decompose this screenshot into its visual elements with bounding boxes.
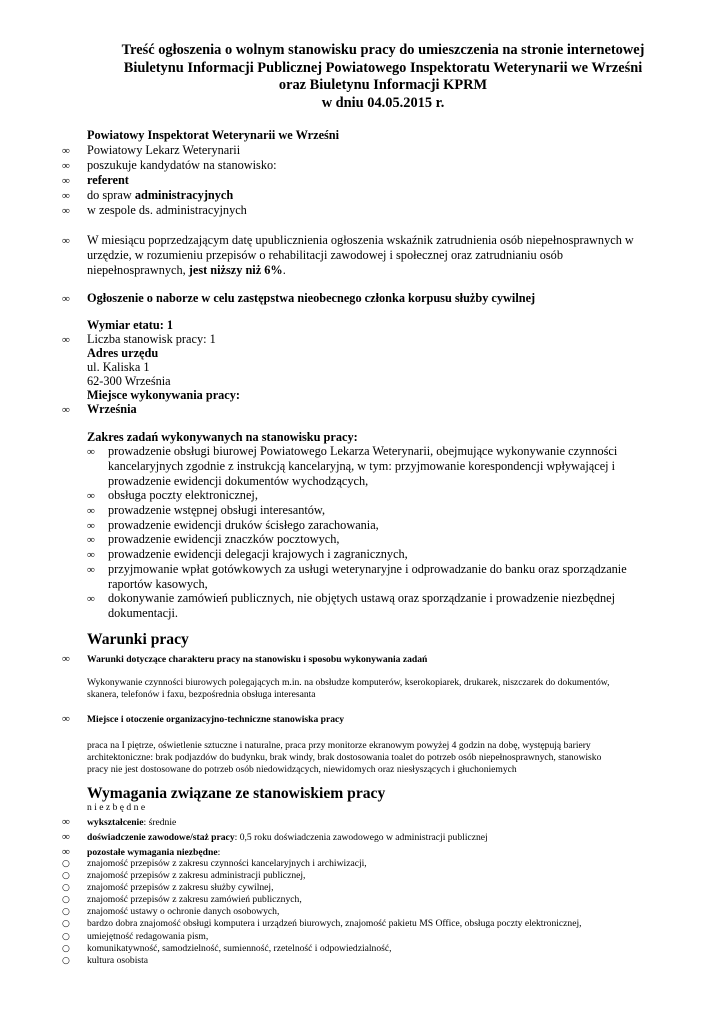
circle-bullet-icon: ○ xyxy=(62,859,70,869)
bullet-icon: ∞ xyxy=(62,334,70,346)
bullet-icon: ∞ xyxy=(87,534,95,546)
conditions-sub-1: Warunki dotyczące charakteru pracy na stanowisku i sposobu wykonywania zadań xyxy=(87,654,428,665)
req-other-label: pozostałe wymagania niezbędne xyxy=(87,847,218,858)
conditions-text-1-line-2: skanera, telefonów i faxu, bezpośrednia obsługa interesanta xyxy=(87,689,316,700)
intro-item-5: w zespole ds. administracyjnych xyxy=(87,203,247,217)
bullet-icon: ∞ xyxy=(62,653,70,665)
req-other-item: znajomość przepisów z zakresu czynności kancelaryjnych i archiwizacji, xyxy=(87,858,367,869)
conditions-text-2-line-3: pracy nie jest dostosowane do potrzeb osób niedowidzących, niewidomych oraz niesłyszących i głuchoniemych xyxy=(87,764,517,775)
bullet-icon: ∞ xyxy=(87,549,95,561)
employer-name: Powiatowy Inspektorat Weterynarii we Wrześni xyxy=(87,128,340,142)
conditions-text-1-line-1: Wykonywanie czynności biurowych polegających m.in. na obsłudze komputerów, kserokopiarek, drukarek, niszczarek do dokumentów, xyxy=(87,677,610,688)
disability-note-prefix: niepełnosprawnych, xyxy=(87,263,189,277)
bullet-icon: ∞ xyxy=(62,145,70,157)
conditions-heading: Warunki pracy xyxy=(87,631,189,648)
req-education xyxy=(87,817,176,829)
disability-note-bold: jest niższy niż 6% xyxy=(188,263,283,277)
circle-bullet-icon: ○ xyxy=(62,895,70,905)
address-label: Adres urzędu xyxy=(87,346,159,360)
task-6: prowadzenie ewidencji delegacji krajowych i zagranicznych, xyxy=(108,547,408,561)
bullet-icon: ∞ xyxy=(62,404,70,416)
bullet-icon: ∞ xyxy=(87,505,95,517)
bullet-icon: ∞ xyxy=(62,175,70,187)
req-experience-label: doświadczenie zawodowe/staż pracy xyxy=(87,832,235,843)
task-7-line-1: przyjmowanie wpłat gotówkowych za usługi weterynaryjne i odprowadzanie do banku oraz sporządzanie xyxy=(108,562,627,576)
intro-item-4-prefix: do spraw xyxy=(87,188,135,202)
req-other-item: znajomość ustawy o ochronie danych osobowych, xyxy=(87,906,280,917)
disability-note-suffix: . xyxy=(282,263,286,277)
req-experience xyxy=(87,832,488,844)
bullet-icon: ∞ xyxy=(62,816,70,828)
intro-item-1: Powiatowy Lekarz Weterynarii xyxy=(87,143,241,157)
task-1-line-2: kancelaryjnych zgodnie z instrukcją kancelaryjną, w tym: przyjmowanie korespondencji wpływającej i xyxy=(108,459,616,473)
bullet-icon: ∞ xyxy=(62,713,70,725)
disability-note-line-1: W miesiącu poprzedzającym datę upublicznienia ogłoszenia wskaźnik zatrudnienia osób niepełnosprawnych w xyxy=(87,233,634,247)
bullet-icon: ∞ xyxy=(87,490,95,502)
requirements-subheading: n i e z b ę d n e xyxy=(87,802,146,813)
workplace-label: Miejsce wykonywania pracy: xyxy=(87,388,241,402)
bullet-icon: ∞ xyxy=(62,205,70,217)
bullet-icon: ∞ xyxy=(62,160,70,172)
bullet-icon: ∞ xyxy=(62,846,70,858)
task-2: obsługa poczty elektronicznej, xyxy=(108,488,258,502)
title-line-1: Treść ogłoszenia o wolnym stanowisku pracy do umieszczenia na stronie internetowej xyxy=(121,42,645,58)
title-line-4: w dniu 04.05.2015 r. xyxy=(321,94,445,111)
circle-bullet-icon: ○ xyxy=(62,944,70,954)
title-line-3: oraz Biuletynu Informacji KPRM xyxy=(278,77,488,93)
req-education-label: wykształcenie xyxy=(87,817,144,828)
conditions-text-2-line-1: praca na I piętrze, oświetlenie sztuczne i naturalne, praca przy monitorze ekranowym powyżej 4 godzin na dobę, występują bariery xyxy=(87,740,591,751)
circle-bullet-icon: ○ xyxy=(62,956,70,966)
circle-bullet-icon: ○ xyxy=(62,919,70,929)
title-line-2: Biuletynu Informacji Publicznej Powiatowego Inspektoratu Weterynarii we Wrześni xyxy=(123,59,643,76)
circle-bullet-icon: ○ xyxy=(62,907,70,917)
req-education-value: : średnie xyxy=(143,817,177,828)
address-street: ul. Kaliska 1 xyxy=(87,360,150,374)
req-other-item: komunikatywność, samodzielność, sumienność, rzetelność i odpowiedzialność, xyxy=(87,943,392,954)
tasks-heading: Zakres zadań wykonywanych na stanowisku pracy: xyxy=(87,430,358,444)
bullet-icon: ∞ xyxy=(87,520,95,532)
work-time: Wymiar etatu: 1 xyxy=(87,318,174,332)
document-title xyxy=(60,42,706,112)
bullet-icon: ∞ xyxy=(62,190,70,202)
req-experience-value: : 0,5 roku doświadczenia zawodowego w administracji publicznej xyxy=(234,832,488,843)
req-other-item: znajomość przepisów z zakresu administracji publicznej, xyxy=(87,870,306,881)
bullet-icon: ∞ xyxy=(87,446,95,458)
req-other-colon: : xyxy=(217,847,221,858)
circle-bullet-icon: ○ xyxy=(62,871,70,881)
task-8-line-2: dokumentacji. xyxy=(108,606,179,620)
address-city: 62-300 Września xyxy=(87,374,171,388)
task-1-line-1: prowadzenie obsługi biurowej Powiatowego Lekarza Weterynarii, obejmujące wykonywanie czynności xyxy=(108,444,618,458)
bullet-icon: ∞ xyxy=(87,593,95,605)
task-1-line-3: prowadzenie ewidencji dokumentów wychodzących, xyxy=(108,474,369,488)
bullet-icon: ∞ xyxy=(62,235,70,247)
circle-bullet-icon: ○ xyxy=(62,883,70,893)
req-other-item: umiejętność redagowania pism, xyxy=(87,931,209,942)
replacement-notice: Ogłoszenie o naborze w celu zastępstwa nieobecnego członka korpusu służby cywilnej xyxy=(87,291,536,305)
req-other-item: kultura osobista xyxy=(87,955,149,966)
disability-note-line-3 xyxy=(87,263,286,278)
circle-bullet-icon: ○ xyxy=(62,932,70,942)
conditions-text-2-line-2: architektoniczne: brak podjazdów do budynku, brak windy, brak dostosowania toalet do potrzeb osób niepełnosprawnych, stanowisko xyxy=(87,752,602,763)
position-title: referent xyxy=(87,173,129,187)
task-7-line-2: raportów kasowych, xyxy=(108,577,208,591)
bullet-icon: ∞ xyxy=(62,831,70,843)
bullet-icon: ∞ xyxy=(62,293,70,305)
intro-item-2: poszukuje kandydatów na stanowisko: xyxy=(87,158,277,172)
task-4: prowadzenie ewidencji druków ścisłego zarachowania, xyxy=(108,518,379,532)
requirements-heading: Wymagania związane ze stanowiskiem pracy xyxy=(87,785,386,802)
positions-count: Liczba stanowisk pracy: 1 xyxy=(87,332,216,346)
intro-item-4-bold: administracyjnych xyxy=(134,188,234,202)
workplace-value: Września xyxy=(87,402,137,416)
req-other-item: znajomość przepisów z zakresu służby cywilnej, xyxy=(87,882,274,893)
req-other-item: bardzo dobra znajomość obsługi komputera i urządzeń biurowych, znajomość pakietu MS Office, obsługa poczty elektronicznej, xyxy=(87,918,582,929)
task-8-line-1: dokonywanie zamówień publicznych, nie objętych ustawą oraz sporządzanie i prowadzenie niezbędnej xyxy=(108,591,616,605)
disability-note-line-2: urzędzie, w rozumieniu przepisów o rehabilitacji zawodowej i społecznej oraz zatrudnianiu osób xyxy=(87,248,563,262)
task-3: prowadzenie wstępnej obsługi interesantów, xyxy=(108,503,326,517)
req-other-item: znajomość przepisów z zakresu zamówień publicznych, xyxy=(87,894,302,905)
conditions-sub-2: Miejsce i otoczenie organizacyjno-techniczne stanowiska pracy xyxy=(87,714,345,725)
task-5: prowadzenie ewidencji znaczków pocztowych, xyxy=(108,532,340,546)
bullet-icon: ∞ xyxy=(87,564,95,576)
intro-item-4 xyxy=(87,188,233,203)
